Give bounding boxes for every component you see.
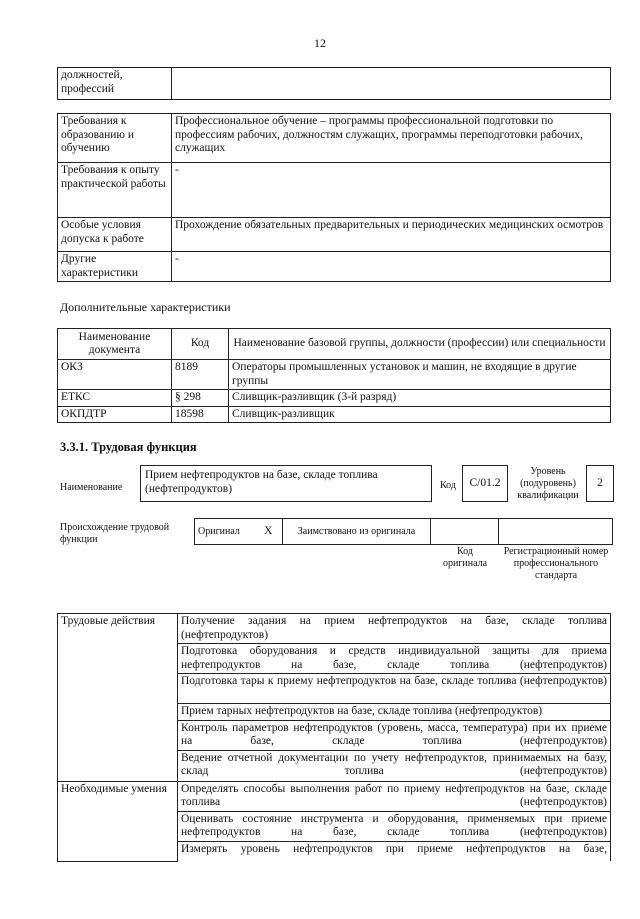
code-original-label: Код оригинала [442, 546, 488, 569]
original-code-cell [431, 519, 499, 545]
header-code: Код [172, 329, 229, 360]
function-name-label: Наименование [60, 482, 123, 493]
page-number: 12 [314, 36, 326, 50]
function-code-value: С/01.2 [469, 477, 501, 489]
top-fragment-table [57, 67, 611, 100]
top-fragment-label: должностей, профессий [58, 68, 172, 100]
req-education-value: Профессиональное обучение – программы профессиональной подготовки по профессиям рабочих, должностям служащих, программы переподготовки рабочих, служащих [172, 114, 611, 163]
etks-label: ЕТКС [58, 390, 172, 407]
req-experience-label: Требования к опыту практической работы [58, 163, 172, 218]
req-other-value: - [172, 252, 611, 282]
okz-name: Операторы промышленных установок и машин, не входящие в другие группы [229, 360, 611, 390]
additional-table [57, 328, 611, 423]
req-other-label: Другие характеристики [58, 252, 172, 282]
reg-number-cell [499, 519, 613, 545]
labor-action-item: Подготовка оборудования и средств индивидуальной защиты для приема нефтепродуктов на базе, складе топлива (нефтепродуктов) [178, 644, 611, 674]
original-label: Оригинал [195, 519, 255, 545]
etks-code: § 298 [172, 390, 229, 407]
function-name-box [140, 465, 432, 502]
req-conditions-value: Прохождение обязательных предварительных и периодических медицинских осмотров [172, 218, 611, 252]
requirements-table [57, 113, 611, 282]
req-experience-value: - [172, 163, 611, 218]
skill-item: Оценивать состояние инструмента и оборудования, применяемых при приеме нефтепродуктов на базе, складе топлива (нефтепродуктов) [178, 811, 611, 841]
skill-item: Определять способы выполнения работ по приему нефтепродуктов на базе, складе топлива (нефтепродуктов) [178, 781, 611, 811]
req-conditions-label: Особые условия допуска к работе [58, 218, 172, 252]
function-code-label: Код [440, 480, 456, 491]
reg-number-label: Регистрационный номер профессионального стандарта [503, 546, 609, 581]
actions-table [57, 613, 611, 862]
origin-label: Происхождение трудовой функции [60, 522, 170, 545]
borrowed-label: Заимствовано из оригинала [283, 519, 431, 545]
function-name-value: Прием нефтепродуктов на базе, складе топлива (нефтепродуктов) [145, 469, 378, 495]
qualification-level-box [586, 465, 614, 502]
okpdtr-code: 18598 [172, 406, 229, 423]
section-title: 3.3.1. Трудовая функция [60, 440, 197, 454]
qualification-level-value: 2 [597, 477, 603, 489]
okpdtr-label: ОКПДТР [58, 406, 172, 423]
additional-characteristics-title: Дополнительные характеристики [60, 300, 231, 314]
original-mark: X [255, 519, 283, 545]
okz-label: ОКЗ [58, 360, 172, 390]
okpdtr-name: Сливщик-разливщик [229, 406, 611, 423]
labor-action-item: Подготовка тары к приему нефтепродуктов на базе, складе топлива (нефтепродуктов) [178, 674, 611, 704]
skills-label: Необходимые умения [58, 781, 178, 861]
header-group-name: Наименование базовой группы, должности (профессии) или специальности [229, 329, 611, 360]
labor-action-item: Контроль параметров нефтепродуктов (уровень, масса, температура) при их приеме на базе, складе топлива (нефтепродуктов) [178, 720, 611, 750]
origin-table [194, 518, 613, 545]
qualification-level-label: Уровень (подуровень) квалификации [517, 466, 579, 501]
okz-code: 8189 [172, 360, 229, 390]
labor-actions-label: Трудовые действия [58, 614, 178, 782]
req-education-label: Требования к образованию и обучению [58, 114, 172, 163]
function-code-box [462, 465, 508, 502]
top-fragment-value [172, 68, 611, 100]
labor-action-item: Получение задания на прием нефтепродуктов на базе, складе топлива (нефтепродуктов) [178, 614, 611, 644]
labor-action-item: Ведение отчетной документации по учету нефтепродуктов, принимаемых на базу, склад топлива (нефтепродуктов) [178, 750, 611, 781]
labor-action-item: Прием тарных нефтепродуктов на базе, складе топлива (нефтепродуктов) [178, 704, 611, 721]
etks-name: Сливщик-разливщик (3-й разряд) [229, 390, 611, 407]
skill-item: Измерять уровень нефтепродуктов при приеме нефтепродуктов на базе, [178, 841, 611, 861]
header-doc-name: Наименование документа [58, 329, 172, 360]
